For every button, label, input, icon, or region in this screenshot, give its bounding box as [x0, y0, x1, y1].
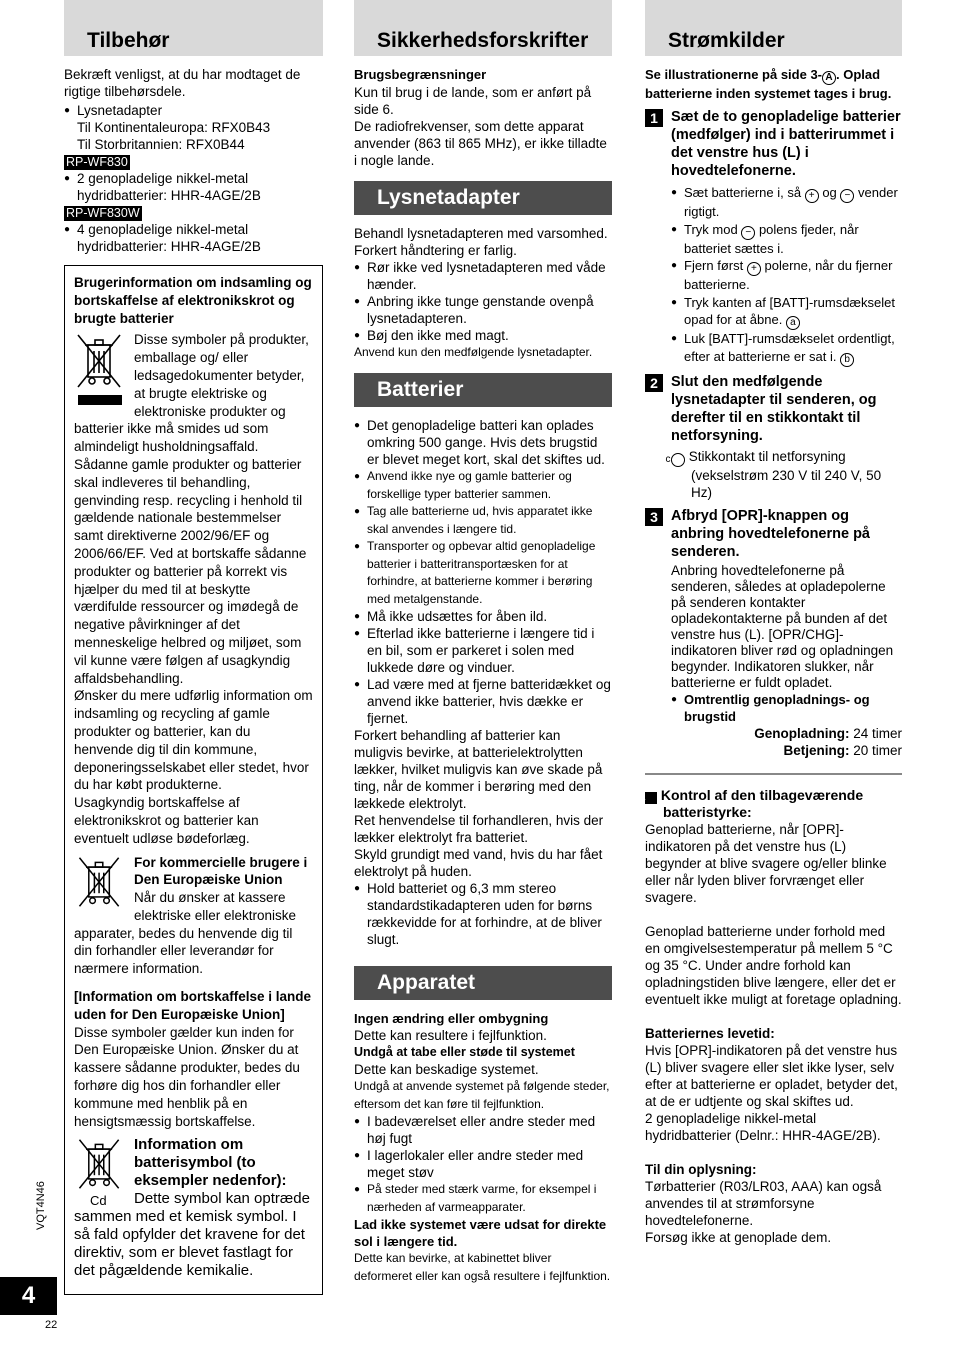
- subheading: Til din oplysning:: [645, 1161, 757, 1177]
- para: Dette kan bevirke, at kabinettet bliver deformeret eller kan også resultere i fejlfunktion.: [354, 1251, 611, 1283]
- step-3: [645, 507, 902, 759]
- minus-icon: −: [741, 226, 755, 240]
- model-badge: RP-WF830: [66, 155, 128, 169]
- para: Dette kan beskadige systemet.: [354, 1062, 539, 1077]
- list-item: ● Fjern først + polerne, når du fjerner batterierne.: [671, 257, 902, 294]
- list-item: ● På steder med stærk varme, for eksempel i nærheden af varmeapparater.: [354, 1181, 612, 1216]
- para: Hvis [OPR]-indikatoren på det venstre hus (L) bliver svagere eller slet ikke lyser, selv efter at batterierne er opladet, betyder det, at de er udtjente og skal skiftes ud.: [645, 1042, 898, 1109]
- crossed-bin-icon: [74, 854, 132, 910]
- usage-restrictions-heading: Brugsbegrænsninger: [354, 67, 487, 82]
- para: Ret henvendelse til forhandleren, hvis der lækker elektrolyt fra batteriet.: [354, 813, 604, 845]
- section-title-batterier: Batterier: [354, 373, 612, 407]
- para: Skyld grundigt med vand, hvis du har fået elektrolyt på huden.: [354, 847, 603, 879]
- step-number: 1: [645, 109, 663, 127]
- section-title-apparatet: Apparatet: [354, 966, 612, 1000]
- list-item: ● Hold batteriet og 6,3 mm stereo standardstikadapteren uden for børns rækkevidde for at forhindre, at de bliver slugt.: [354, 880, 612, 948]
- list-item: ● Transporter og opbevar altid genopladelige batterier i batteritransportæsken for at forhindre, at batterierne kommer i berøring med metalgenstande.: [354, 538, 612, 608]
- box-para: Sådanne gamle produkter og batterier skal indleveres til behandling, genvinding resp. recycling i henhold til gældende nationale bestemmelser samt direktiverne 2002/96/EF og 2006/66/EF. Ved at bortskaffe sådanne produkter og batterier på korrekt vis hjælper du med til at beskytte værdifulde ressourcer og imødegå de negative påvirkninger af det menneskelige helbred og miljøet, som vil kunne være følgen af usagkyndig affaldsbehandling.: [74, 456, 307, 686]
- list-item: ● Det genopladelige batteri kan oplades omkring 500 gange. Hvis dets brugstid er blevet meget kort, skal det skiftes ud.: [354, 417, 612, 468]
- list-item: ● Luk [BATT]-rumsdækselet ordentligt, efter at batterierne er sat i. b: [671, 330, 902, 367]
- circle-a-icon: A: [822, 71, 836, 85]
- para: De radiofrekvenser, som dette apparat anvender (863 til 865 MHz), er ikke tilladte i nogle lande.: [354, 118, 607, 168]
- plus-icon: +: [747, 262, 761, 276]
- power-intro: Se illustrationerne på side 3- A . Oplad batterierne inden systemet tages i brug.: [645, 67, 892, 101]
- bold-line: Ingen ændring eller ombygning: [354, 1011, 549, 1026]
- step-1: [645, 108, 902, 367]
- para: Undgå at anvende systemet på følgende steder, eftersom det kan føre til fejlfunktion.: [354, 1079, 610, 1111]
- para: Dette kan resultere i fejlfunktion.: [354, 1028, 547, 1043]
- circle-c-icon: c: [671, 453, 685, 467]
- para: Behandl lysnetadapteren med varsomhed. Forkert håndtering er farlig.: [354, 225, 608, 258]
- box-para: Ønsker du mere udførlig information om indsamling og recycling af gamle produkter og batterier, kan du henvende dig til din kommune, deponeringsselskabet eller stedet, hvor du har købt produkterne.: [74, 688, 313, 793]
- para: Forkert behandling af batterier kan muligvis bevirke, at batterielektrolytten lækker, hvilket muligvis kan øve skade på ting, når de kommer i berøring med den lækkede elektrolyt.: [354, 728, 603, 811]
- box-para: Når du ønsker at kassere elektriske eller elektroniske apparater, bedes du henvende dig til din forhandler eller leverandør for nærmere information.: [74, 890, 297, 977]
- box-para: Dette symbol kan optræde sammen med et kemisk symbol. I så fald opfylder det kravene for det direktiv, som er blevet fastlagt for det pågældende kemikalie.: [74, 1190, 310, 1280]
- step-number: 3: [645, 508, 663, 526]
- list-item: ● Omtrentlig genopladnings- og brugstid: [671, 691, 902, 725]
- list-item: ● Anvend ikke nye og gamle batterier og forskellige typer batterier sammen.: [354, 468, 612, 503]
- page-number: 4: [0, 1277, 57, 1315]
- list-item: ● Anbring ikke tunge genstande ovenpå lysnetadapteren.: [354, 293, 612, 327]
- bold-line: Undgå at tabe eller støde til systemet: [354, 1045, 575, 1059]
- circle-a-icon: a: [786, 316, 800, 330]
- step-number: 2: [645, 374, 663, 392]
- step-title: Afbryd [OPR]-knappen og anbring hovedtelefonerne på senderen.: [671, 507, 870, 560]
- note: Anvend kun den medfølgende lysnetadapter.: [354, 344, 593, 359]
- divider: [645, 773, 902, 775]
- list-item: ● Bøj den ikke med magt.: [354, 327, 612, 344]
- step-text: Anbring hovedtelefonerne på senderen, således at opladepolerne på senderen kontakter opladekontakterne på bunden af det venstre hus (L). [OPR/CHG]-indikatoren bliver rød og opladningen begynder. Indikatoren slukker, når batterierne er fuldt opladet.: [671, 562, 894, 690]
- section-title-stromkilder: Strømkilder: [645, 0, 902, 56]
- operation-time: Betjening: 20 timer: [783, 742, 902, 758]
- subheading: Batteriernes levetid:: [645, 1025, 775, 1041]
- crossed-bin-icon: [74, 331, 132, 405]
- a-box-icon: A: [645, 792, 657, 804]
- para: 2 genopladelige nikkel-metal hydridbatterier (Delnr.: HHR-4AGE/2B).: [645, 1110, 881, 1143]
- battery-check-heading: A Kontrol af den tilbageværende batteristyrke:: [638, 786, 864, 820]
- column-safety: [354, 0, 612, 1285]
- para: Genoplad batterierne under forhold med en omgivelsestemperatur på mellem 5 °C og 35 °C. Under andre forhold kan opladningstiden blive længere, eller det er eventuelt ikke muligt at foretage opladning.: [645, 923, 902, 1007]
- para: Tørbatterier (R03/LR03, AAA) kan også anvendes til at strømforsyne hovedtelefonerne.: [645, 1178, 882, 1228]
- list-item: ● I lagerlokaler eller andre steder med meget støv: [354, 1147, 612, 1181]
- list-item: ● Tryk kanten af [BATT]-rumsdækselet opad for at åbne. a: [671, 294, 902, 331]
- list-item: ● Tryk mod − polens fjeder, når batteriet sættes i.: [671, 221, 902, 258]
- section-title-tilbehor: Tilbehør: [64, 0, 323, 56]
- box-para: Usagkyndig bortskaffelse af elektronikskrot og batterier kan eventuelt udløse bødeforlæg.: [74, 795, 259, 846]
- cd-label: Cd: [90, 1193, 107, 1209]
- model-badge: RP-WF830W: [66, 206, 140, 220]
- bold-line: Lad ikke systemet være udsat for direkte sol i længere tid.: [354, 1217, 607, 1249]
- plus-icon: +: [805, 189, 819, 203]
- list-item: ● 2 genopladelige nikkel-metal hydridbatterier: HHR-4AGE/2B: [64, 170, 323, 204]
- step-2: [645, 373, 902, 501]
- box-para: Disse symboler gælder kun inden for Den Europæiske Union. Ønsker du at kassere sådanne produkter, bedes du forhøre dig hos din forhandler eller kommune med henblik på en hensigtsmæssig bortskaffelse.: [74, 1024, 300, 1129]
- small-page-number: 22: [45, 1319, 58, 1331]
- column-power: [638, 0, 902, 1246]
- minus-icon: −: [840, 189, 854, 203]
- list-item: ● Rør ikke ved lysnetadapteren med våde hænder.: [354, 259, 612, 293]
- list-item: ● Sæt batterierne i, så + og − vender rigtigt.: [671, 184, 902, 221]
- step-text: c Stikkontakt til netforsyning (vekselstrøm 230 V til 240 V, 50 Hz): [665, 448, 882, 500]
- box-para: Disse symboler på produkter, emballage og/ eller ledsagedokumenter betyder, at brugte elektriske og elektroniske produkter og batterier ikke må smides ud som almindeligt husholdningsaffald.: [74, 332, 309, 455]
- list-item: ● Lad være med at fjerne batteridækket og anvend ikke batterier, hvis dække er fjernet.: [354, 676, 612, 727]
- list-item: ● Tag alle batterierne ud, hvis apparatet ikke skal anvendes i længere tid.: [354, 503, 612, 538]
- box-subheading: [Information om bortskaffelse i lande uden for Den Europæiske Union]: [74, 989, 312, 1022]
- column-accessories: [64, 0, 323, 1295]
- section-title-lysnetadapter: Lysnetadapter: [354, 181, 612, 215]
- para: Forsøg ikke at genoplade dem.: [645, 1229, 832, 1245]
- recharge-time: Genopladning: 24 timer: [754, 725, 902, 741]
- crossed-bin-cd-icon: [74, 1136, 132, 1208]
- step-title: Slut den medfølgende lysnetadapter til senderen, og derefter til en stikkontakt til netforsyning.: [671, 373, 877, 444]
- list-item: ● 4 genopladelige nikkel-metal hydridbatterier: HHR-4AGE/2B: [64, 221, 323, 255]
- list-item: ● Efterlad ikke batterierne i længere tid i en bil, som er parkeret i solen med lukkede døre og vinduer.: [354, 625, 612, 676]
- box-subheading: Information om batterisymbol (to eksempler nedenfor):: [134, 1136, 287, 1190]
- list-item: ● I badeværelset eller andre steder med høj fugt: [354, 1113, 612, 1147]
- circle-b-icon: b: [840, 353, 854, 367]
- accessories-intro: Bekræft venligst, at du har modtaget de rigtige tilbehørsdele.: [64, 67, 301, 99]
- adapter-uk: Til Storbritannien: RFX0B44: [77, 137, 245, 152]
- list-item: ● Lysnetadapter: [64, 102, 323, 119]
- box-heading: Brugerinformation om indsamling og bortskaffelse af elektronikskrot og brugte batterier: [74, 275, 312, 326]
- para: Genoplad batterierne, når [OPR]-indikatoren på det venstre hus (L) begynder at blive svagere og/eller blinke eller når lyden bliver forvrænget eller svagere.: [645, 821, 887, 905]
- document-code: VQT4N46: [35, 1181, 47, 1230]
- black-bar: [78, 395, 122, 405]
- box-subheading: For kommercielle brugere i Den Europæiske Union: [134, 854, 308, 888]
- para: Kun til brug i de lande, som er anført på side 6.: [354, 84, 592, 117]
- adapter-eu: Til Kontinentaleuropa: RFX0B43: [77, 120, 271, 135]
- list-item: ● Må ikke udsættes for åben ild.: [354, 608, 612, 625]
- disposal-info-box: [64, 265, 323, 1295]
- step-title: Sæt de to genopladelige batterier (medfølger) ind i batterirummet i det venstre hus (L) i hovedtelefonerne.: [671, 109, 901, 179]
- section-title-sikkerhed: Sikkerhedsforskrifter: [354, 0, 612, 56]
